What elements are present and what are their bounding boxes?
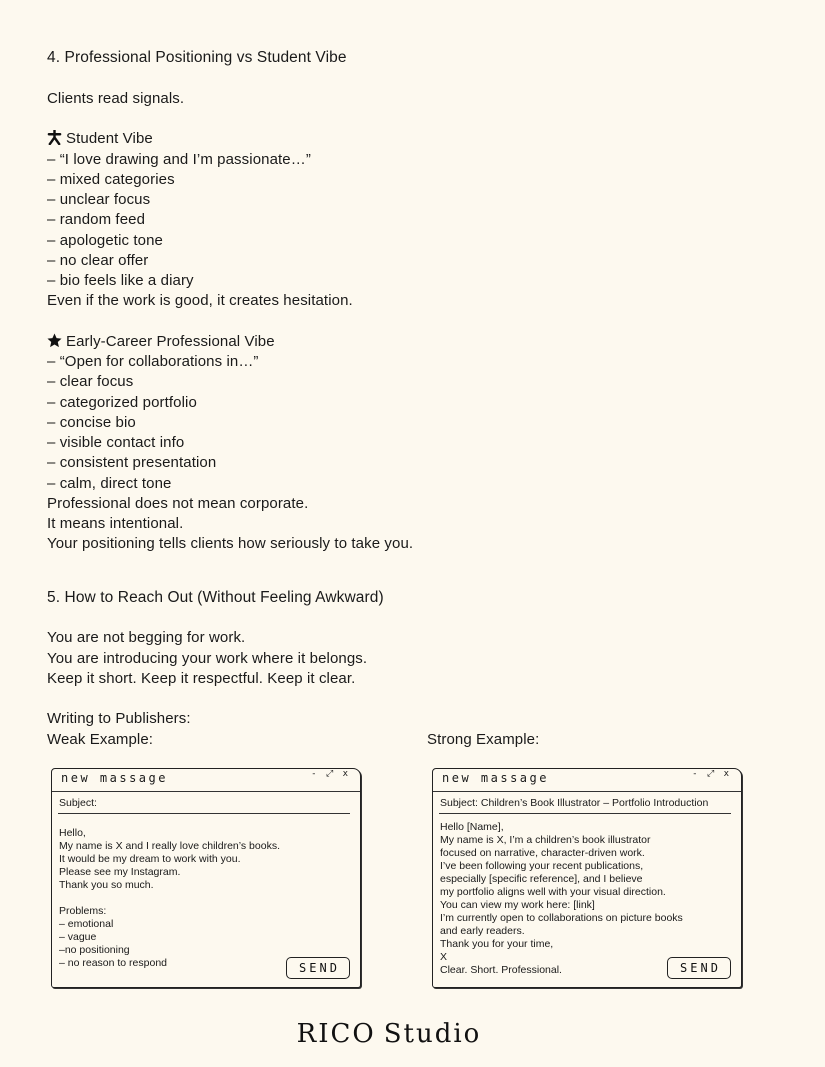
star-icon bbox=[47, 333, 62, 348]
body-line bbox=[59, 892, 280, 905]
list-item: – consistent presentation bbox=[47, 454, 217, 471]
email-body[interactable] bbox=[440, 821, 683, 977]
list-item: – mixed categories bbox=[47, 171, 175, 188]
list-item: – concise bio bbox=[47, 414, 136, 431]
divider bbox=[433, 791, 741, 792]
student-summary: Even if the work is good, it creates hesitation. bbox=[47, 292, 353, 309]
list-item: – visible contact info bbox=[47, 434, 185, 451]
body-line: I’m currently open to collaborations on picture books bbox=[440, 912, 683, 924]
body-line: Thank you so much. bbox=[59, 879, 154, 891]
body-line: my portfolio aligns well with your visual direction. bbox=[440, 886, 666, 898]
list-item: – apologetic tone bbox=[47, 232, 163, 249]
list-item: – clear focus bbox=[47, 373, 134, 390]
body-line: – vague bbox=[59, 931, 97, 943]
list-item: – calm, direct tone bbox=[47, 475, 172, 492]
logo-text-right: Studio bbox=[383, 1019, 482, 1049]
window-title: new massage bbox=[61, 771, 168, 785]
body-line: My name is X, I’m a children’s book illustrator bbox=[440, 834, 651, 846]
student-vibe-label: Student Vibe bbox=[66, 130, 153, 147]
logo-text-left: RICO bbox=[296, 1019, 376, 1049]
rico-studio-logo bbox=[298, 1016, 480, 1052]
list-item: – unclear focus bbox=[47, 191, 151, 208]
list-item: – “Open for collaborations in…” bbox=[47, 353, 259, 370]
body-line: Hello, bbox=[59, 827, 86, 839]
list-item: – bio feels like a diary bbox=[47, 272, 194, 289]
body-line: especially [specific reference], and I believe bbox=[440, 873, 643, 885]
weak-email-window bbox=[51, 768, 361, 988]
section-4-intro: Clients read signals. bbox=[47, 90, 185, 107]
list-item: – categorized portfolio bbox=[47, 394, 197, 411]
body-line: It would be my dream to work with you. bbox=[59, 853, 241, 865]
section-5-intro-line: You are introducing your work where it belongs. bbox=[47, 650, 368, 667]
subject-field[interactable]: Subject: bbox=[59, 797, 97, 809]
body-line: I’ve been following your recent publications, bbox=[440, 860, 644, 872]
body-line: Clear. Short. Professional. bbox=[440, 964, 562, 976]
email-body[interactable] bbox=[59, 827, 280, 970]
body-line: Hello [Name], bbox=[440, 821, 504, 833]
body-line: Problems: bbox=[59, 905, 107, 917]
subject-field[interactable]: Subject: Children’s Book Illustrator – Portfolio Introduction bbox=[440, 797, 709, 809]
section-5-intro-line: Keep it short. Keep it respectful. Keep it clear. bbox=[47, 670, 356, 687]
window-title: new massage bbox=[442, 771, 549, 785]
section-5-intro-line: You are not begging for work. bbox=[47, 629, 246, 646]
section-4-heading: 4. Professional Positioning vs Student Vibe bbox=[47, 49, 347, 66]
professional-summary-line: Your positioning tells clients how seriously to take you. bbox=[47, 535, 414, 552]
divider bbox=[439, 813, 731, 814]
body-line: –no positioning bbox=[59, 944, 130, 956]
body-line: My name is X and I really love children’s books. bbox=[59, 840, 280, 852]
window-controls[interactable]: - ⤢ x bbox=[311, 769, 350, 779]
body-line: – emotional bbox=[59, 918, 114, 930]
send-button[interactable]: SEND bbox=[286, 957, 350, 979]
body-line: – no reason to respond bbox=[59, 957, 167, 969]
list-item: – no clear offer bbox=[47, 252, 149, 269]
body-line: Please see my Instagram. bbox=[59, 866, 181, 878]
list-item: – random feed bbox=[47, 211, 146, 228]
body-line: Thank you for your time, bbox=[440, 938, 554, 950]
section-5-heading: 5. How to Reach Out (Without Feeling Awkward) bbox=[47, 589, 384, 606]
body-line: and early readers. bbox=[440, 925, 525, 937]
body-line: X bbox=[440, 951, 448, 963]
professional-vibe-label: Early-Career Professional Vibe bbox=[66, 333, 275, 350]
strong-email-window bbox=[432, 768, 742, 988]
body-line: You can view my work here: [link] bbox=[440, 899, 595, 911]
writing-label: Writing to Publishers: bbox=[47, 710, 191, 727]
weak-example-label: Weak Example: bbox=[47, 731, 154, 748]
body-line: focused on narrative, character-driven work. bbox=[440, 847, 645, 859]
divider bbox=[58, 813, 350, 814]
strong-example-label: Strong Example: bbox=[427, 731, 540, 748]
professional-summary-line: It means intentional. bbox=[47, 515, 184, 532]
window-controls[interactable]: - ⤢ x bbox=[692, 769, 731, 779]
send-button[interactable]: SEND bbox=[667, 957, 731, 979]
professional-summary-line: Professional does not mean corporate. bbox=[47, 495, 309, 512]
professional-vibe-title bbox=[47, 332, 275, 352]
student-vibe-title bbox=[47, 129, 153, 149]
person-icon bbox=[47, 130, 62, 145]
divider bbox=[52, 791, 360, 792]
list-item: – “I love drawing and I’m passionate…” bbox=[47, 151, 311, 168]
